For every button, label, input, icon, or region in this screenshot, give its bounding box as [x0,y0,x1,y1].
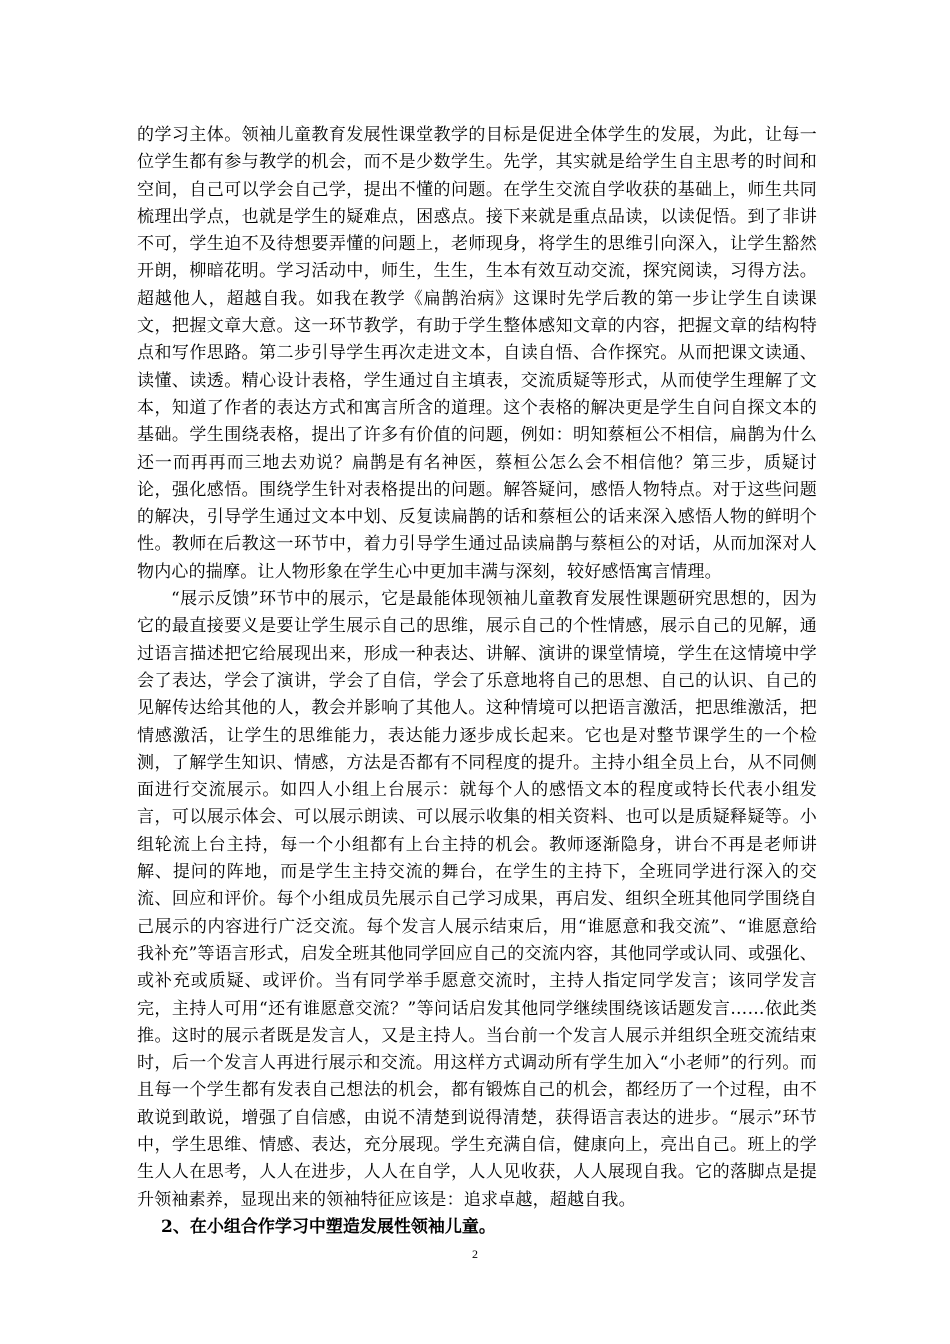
section-heading: 2、在小组合作学习中塑造发展性领袖儿童。 [161,1216,496,1237]
page-number: 2 [472,1247,478,1261]
paragraph-continued: 的学习主体。领袖儿童教育发展性课堂教学的目标是促进全体学生的发展，为此，让每一位学生都有参与教学的机会，而不是少数学生。先学，其实就是给学生自主思考的时间和空间，自己可以学会自己学，提出不懂的问题。在学生交流自学收获的基础上，师生共同梳理出学点，也就是学生的疑难点，困惑点。接下来就是重点品读，以读促悟。到了非讲不可，学生迫不及待想要弄懂的问题上，老师现身，将学生的思维引向深入，让学生豁然开朗，柳暗花明。学习活动中，师生，生生，生本有效互动交流，探究阅读，习得方法。超越他人，超越自我。如我在教学《扁鹊治病》这课时先学后教的第一步让学生自读课文，把握文章大意。这一环节教学，有助于学生整体感知文章的内容，把握文章的结构特点和写作思路。第二步引导学生再次走进文本，自读自悟、合作探究。从而把课文读通、读懂、读透。精心设计表格，学生通过自主填表，交流质疑等形式，从而使学生理解了文本，知道了作者的表达方式和寓言所含的道理。这个表格的解决更是学生自问自探文本的基础。学生围绕表格，提出了许多有价值的问题，例如：明知蔡桓公不相信，扁鹊为什么还一而再再而三地去劝说？扁鹊是有名神医，蔡桓公怎么会不相信他？第三步，质疑讨论，强化感悟。围绕学生针对表格提出的问题。解答疑问，感悟人物特点。对于这些问题的解决，引导学生通过文本中划、反复读扁鹊的话和蔡桓公的话来深入感悟人物的鲜明个性。教师在后教这一环节中，着力引导学生通过品读扁鹊与蔡桓公的对话，从而加深对人物内心的揣摩。让人物形象在学生心中更加丰满与深刻，较好感悟寓言情理。 [137,125,817,582]
document-body [137,122,817,1241]
paragraph-showcase-feedback: “展示反馈”环节中的展示，它是最能体现领袖儿童教育发展性课题研究思想的，因为它的最直接要义是要让学生展示自己的思维，展示自己的个性情感，展示自己的见解，通过语言描述把它给展现出来，形成一种表达、讲解、演讲的课堂情境，学生在这情境中学会了表达，学会了演讲，学会了自信，学会了乐意地将自己的思想、自己的认识、自己的见解传达给其他的人，教会并影响了其他人。这种情境可以把语言激活，把思维激活，把情感激活，让学生的思维能力，表达能力逐步成长起来。它也是对整节课学生的一个检测，了解学生知识、情感，方法是否都有不同程度的提升。主持小组全员上台，从不同侧面进行交流展示。如四人小组上台展示：就每个人的感悟文本的程度或特长代表小组发言，可以展示体会、可以展示朗读、可以展示收集的相关资料、也可以是质疑释疑等。小组轮流上台主持，每一个小组都有上台主持的机会。教师逐渐隐身，讲台不再是老师讲解、提问的阵地，而是学生主持交流的舞台，在学生的主持下，全班同学进行深入的交流、回应和评价。每个小组成员先展示自己学习成果，再启发、组织全班其他同学围绕自己展示的内容进行广泛交流。每个发言人展示结束后，用“谁愿意和我交流”、“谁愿意给我补充”等语言形式，启发全班其他同学回应自己的交流内容，其他同学或认同、或强化、或补充或质疑、或评价。当有同学举手愿意交流时，主持人指定同学发言；该同学发言完，主持人可用“还有谁愿意交流？”等问话启发其他同学继续围绕该话题发言……依此类推。这时的展示者既是发言人，又是主持人。当台前一个发言人展示并组织全班交流结束时，后一个发言人再进行展示和交流。用这样方式调动所有学生加入“小老师”的行列。而且每一个学生都有发表自己想法的机会，都有锻炼自己的机会，都经历了一个过程，由不敢说到敢说，增强了自信感，由说不清楚到说得清楚，获得语言表达的进步。“展示”环节中，学生思维、情感、表达，充分展现。学生充满自信，健康向上，亮出自己。班上的学生人人在思考，人人在进步，人人在自学，人人见收获，人人展现自我。它的落脚点是提升领袖素养，显现出来的领袖特征应该是：追求卓越，超越自我。 [137,589,817,1210]
